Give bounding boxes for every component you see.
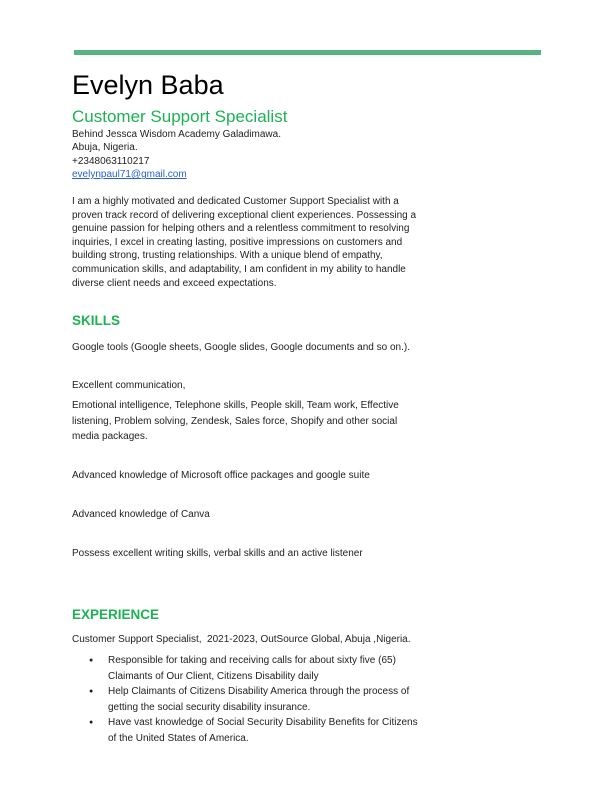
skill-line: Emotional intelligence, Telephone skills, People skill, Team work, Effective (72, 400, 399, 411)
bullet-line: getting the social security disability insurance. (108, 701, 311, 713)
job-entry: Customer Support Specialist, 2021-2023, OutSource Global, Abuja ,Nigeria. (72, 634, 411, 645)
skill-item: Google tools (Google sheets, Google slides, Google documents and so on.). (72, 342, 410, 353)
summary-line: proven track record of delivering exceptional client experiences. Possessing a (72, 209, 417, 221)
summary-line: genuine passion for helping others and a relentless commitment to resolving (72, 223, 410, 235)
candidate-name: Evelyn Baba (72, 70, 224, 100)
bullet-line: ● Help Claimants of Citizens Disability America through the process of (108, 686, 410, 697)
experience-heading: EXPERIENCE (72, 607, 160, 622)
bullet-item (72, 653, 418, 684)
skill-line: listening, Problem solving, Zendesk, Sales force, Shopify and other social (72, 415, 398, 427)
email-link[interactable]: evelynpaul71@gmail.com (72, 169, 187, 181)
skill-line: media packages. (72, 431, 148, 443)
summary-line: inquiries, I excel in creating lasting, positive impressions on customers and (72, 236, 403, 248)
contact-block (72, 128, 281, 182)
address-line-1: Behind Jessca Wisdom Academy Galadimawa. (72, 129, 281, 140)
bullet-item (72, 715, 418, 746)
skill-item: Advanced knowledge of Canva (72, 509, 210, 520)
skill-item (72, 398, 399, 445)
skill-item: Excellent communication, (72, 380, 186, 391)
skill-item: Advanced knowledge of Microsoft office packages and google suite (72, 470, 370, 481)
skills-heading: SKILLS (72, 313, 121, 328)
phone: +2348063110217 (72, 155, 150, 167)
bullet-line: ● Responsible for taking and receiving calls for about sixty five (65) (108, 655, 396, 666)
job-bullets (72, 653, 418, 746)
skill-item: Possess excellent writing skills, verbal skills and an active listener (72, 548, 363, 559)
summary-line: I am a highly motivated and dedicated Customer Support Specialist with a (72, 196, 399, 207)
header-rule (74, 50, 541, 55)
bullet-line: Claimants of Our Client, Citizens Disability daily (108, 670, 319, 682)
bullet-line: ● Have vast knowledge of Social Security Disability Benefits for Citizens (108, 717, 418, 728)
bullet-line: of the United States of America. (108, 732, 249, 744)
address-line-2: Abuja, Nigeria. (72, 142, 138, 154)
bullet-item (72, 684, 418, 715)
summary (72, 195, 416, 290)
summary-line: diverse client needs and exceed expectations. (72, 277, 277, 289)
summary-line: communication skills, and adaptability, I am confident in my ability to handle (72, 263, 406, 275)
job-title: Customer Support Specialist (72, 107, 288, 126)
summary-line: building strong, trusting relationships. With a unique blend of empathy, (72, 250, 383, 262)
